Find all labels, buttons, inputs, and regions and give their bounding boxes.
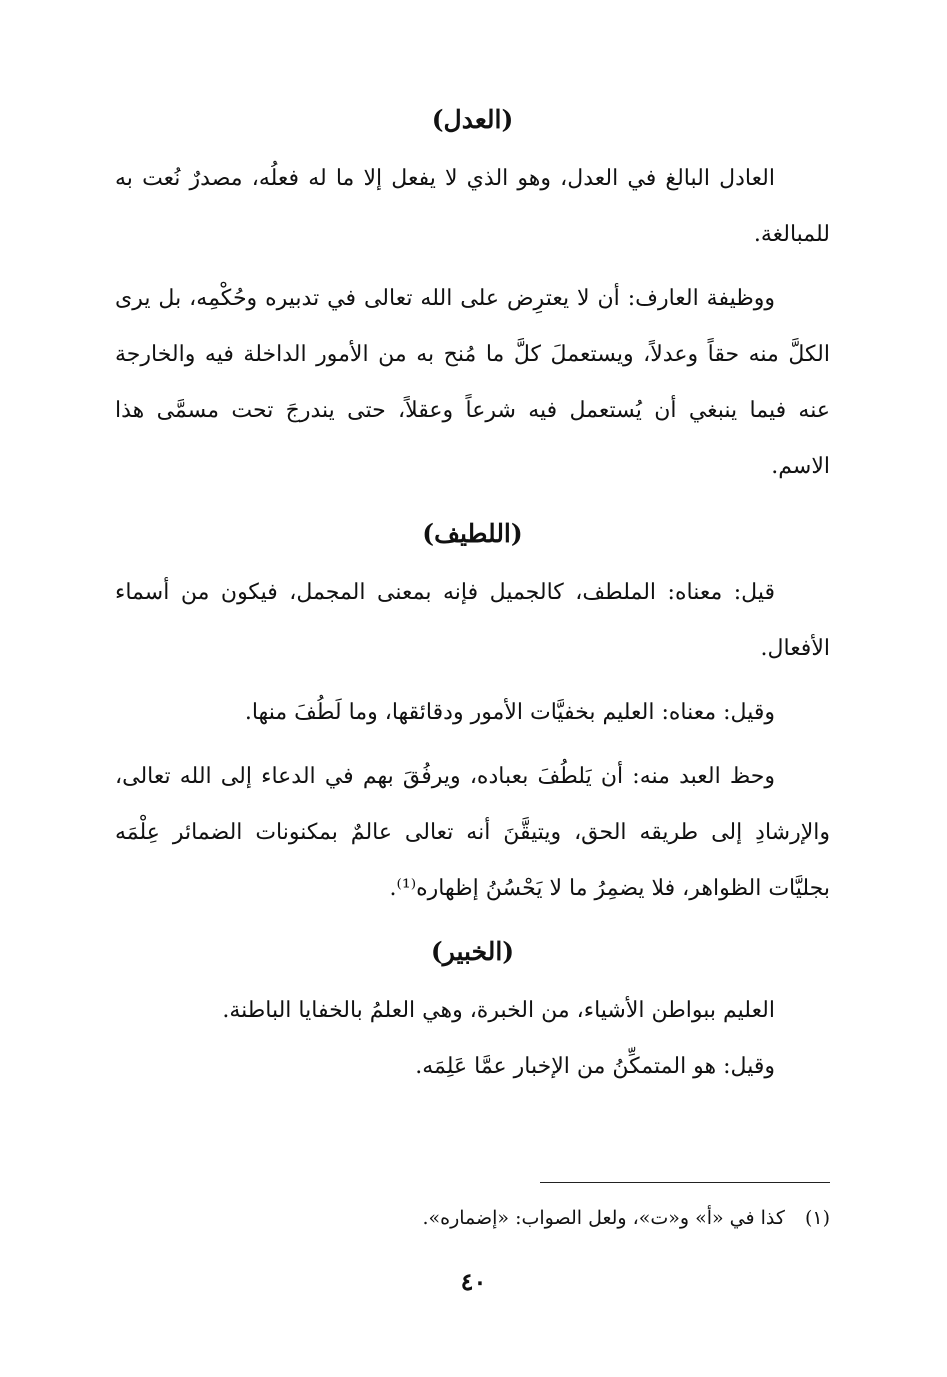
section-latif [115,509,830,917]
section-heading: (اللطيف) [422,519,523,548]
section-khabir [115,927,830,1095]
paragraph: وقيل: هو المتمكِّنُ من الإخبار عمَّا عَلِمَه. [415,1054,775,1079]
footnote-text: كذا في «أ» و«ت»، ولعل الصواب: «إضماره». [422,1207,785,1229]
paragraph: وقيل: معناه: العليم بخفيَّات الأمور ودقائقها، وما لَطُفَ منها. [244,700,775,725]
footnote [115,1200,830,1236]
paragraph: ووظيفة العارف: أن لا يعترِض على الله تعالى في تدبيره وحُكْمِه، بل يرى الكلَّ منه حقاً وعدلاً، ويستعملَ كلَّ ما مُنح به من الأمور الداخلة فيه والخارجة عنه فيما ينبغي أن يُستعمل فيه شرعاً وعقلاً، حتى يندرجَ تحت مسمَّى هذا الاسم. [115,286,830,479]
page-body [115,95,830,1095]
section-heading: (الخبير) [430,937,515,966]
footnote-divider [540,1182,830,1183]
section-heading: (العدل) [431,105,514,134]
footnote-number: (١) [804,1207,830,1229]
paragraph: قيل: معناه: الملطف، كالجميل فإنه بمعنى المجمل، فيكون من أسماء الأفعال. [115,580,830,661]
paragraph: العليم ببواطن الأشياء، من الخبرة، وهي العلمُ بالخفايا الباطنة. [222,998,775,1023]
page-number: ٤٠ [460,1267,487,1296]
section-adl [115,95,830,495]
paragraph: العادل البالغ في العدل، وهو الذي لا يفعل إلا ما له فعلُه، مصدرٌ نُعت به للمبالغة. [115,166,830,247]
paragraph: وحظ العبد منه: أن يَلطُفَ بعباده، ويرفُقَ بهم في الدعاء إلى الله تعالى، والإرشادِ إلى طريقه الحق، ويتيقَّنَ أنه تعالى عالمٌ بمكنونات الضمائر عِلْمَه بجليَّات الظواهر، فلا يضمِرُ ما لا يَحْسُنُ إظهاره⁽¹⁾. [115,764,830,901]
